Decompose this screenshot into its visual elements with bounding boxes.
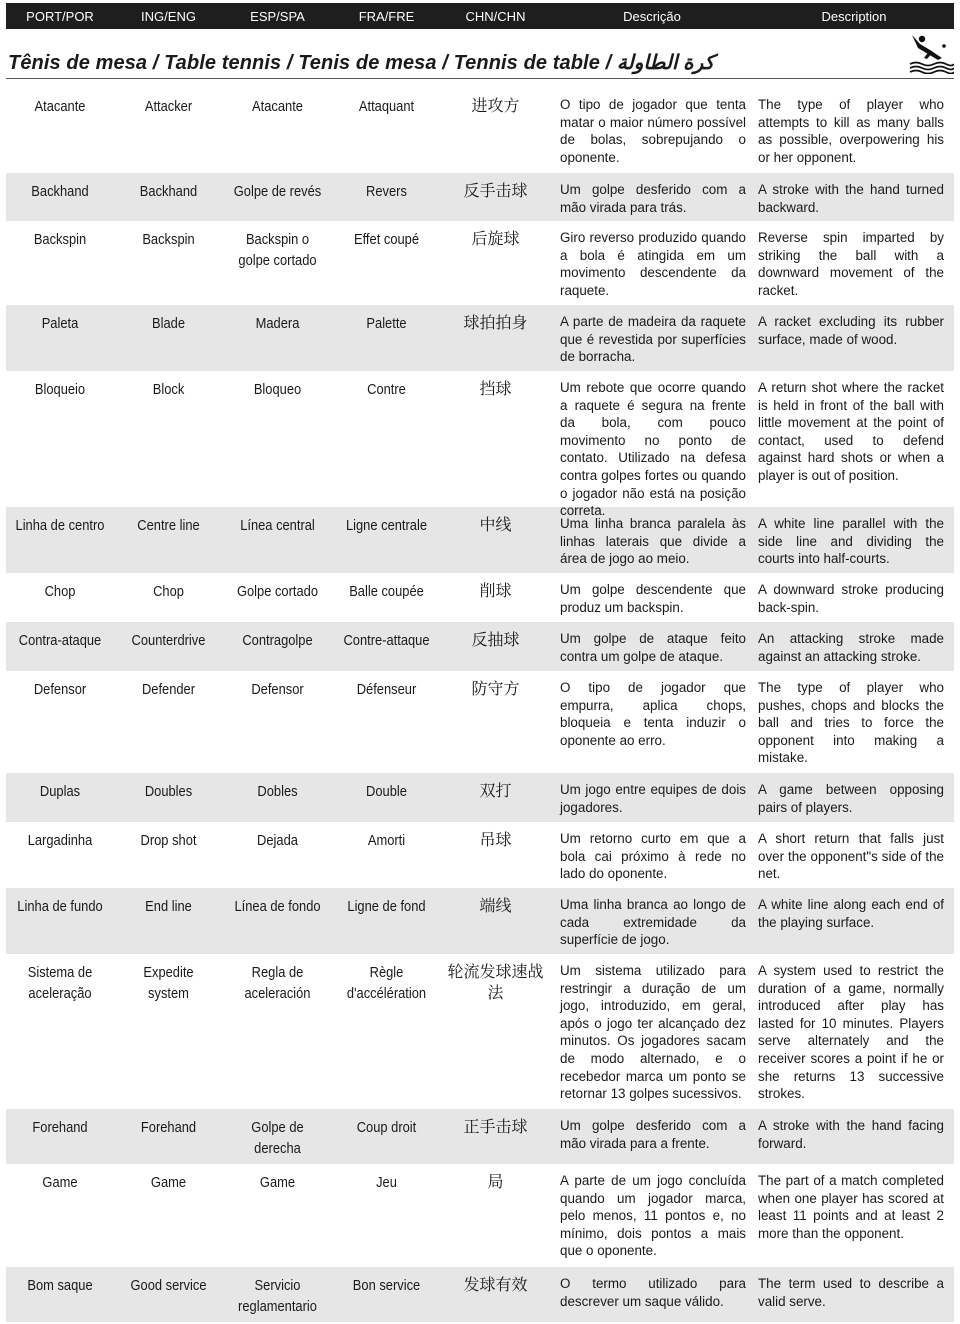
term-por: Chop [44, 583, 76, 600]
term-fra: Contre-attaque [343, 632, 430, 649]
term-chn: 后旋球 [471, 229, 520, 248]
description-en: An attacking stroke made against an attacking stroke. [758, 631, 944, 664]
description-pt: A parte de um jogo concluída quando um jogador marca, pelo menos, 11 pontos e, no mínimo, dois pontos a mais que o oponente. [560, 1173, 746, 1259]
term-por: Backhand [31, 183, 89, 200]
description-pt: Um jogo entre equipes de dois jogadores. [560, 782, 746, 815]
term-esp: Dejada [257, 832, 298, 849]
term-esp: Backspin o golpe cortado [238, 231, 317, 269]
term-fra: Revers [366, 183, 407, 200]
term-chn: 轮流发球速战法 [447, 962, 544, 1002]
term-eng: Drop shot [140, 832, 197, 849]
description-pt: Um golpe descendente que produz um backspin. [560, 582, 746, 615]
description-en: A game between opposing pairs of players. [758, 782, 944, 815]
table-row [6, 622, 954, 671]
description-pt: Um golpe de ataque feito contra um golpe de ataque. [560, 631, 746, 664]
term-esp: Defensor [251, 681, 304, 698]
table-row [6, 1267, 954, 1322]
term-fra: Bon service [352, 1277, 421, 1294]
term-eng: Defender [141, 681, 196, 698]
term-eng: Attacker [144, 98, 193, 115]
term-chn: 反抽球 [471, 630, 520, 649]
term-fra: Double [366, 783, 407, 800]
description-pt: O tipo de jogador que tenta matar o maior número possível de bolas, sobrepujando o oponente. [560, 97, 746, 165]
description-en: The term used to describe a valid serve. [758, 1276, 944, 1309]
header-por: PORT/POR [26, 8, 94, 24]
term-esp: Golpe de revés [233, 183, 322, 200]
term-chn: 进攻方 [471, 96, 520, 115]
term-fra: Ligne centrale [345, 517, 428, 534]
table-row [6, 954, 954, 1109]
term-chn: 双打 [479, 781, 512, 800]
glossary-table [6, 88, 954, 1322]
description-pt: Um retorno curto em que a bola cai próximo à rede no lado do oponente. [560, 831, 746, 882]
term-chn: 局 [487, 1172, 504, 1191]
term-eng: Blade [151, 315, 186, 332]
term-por: Linha de centro [15, 517, 105, 534]
term-fra: Palette [366, 315, 407, 332]
term-por: Largadinha [27, 832, 93, 849]
description-en: The type of player who attempts to kill as many balls as possible, overpowering his or her opponent. [758, 97, 944, 165]
table-row [6, 573, 954, 622]
term-por: Defensor [33, 681, 87, 698]
term-por: Game [42, 1174, 78, 1191]
table-row [6, 888, 954, 954]
term-por: Bloqueio [34, 381, 86, 398]
description-en: The type of player who pushes, chops and blocks the ball and tries to force the opponent into making a mistake. [758, 680, 944, 766]
description-en: A system used to restrict the duration of a game, normally introduced after play has lasted for 10 minutes. Players serve alternately and the receiver scores a point if he or she returns 13 successive strokes. [758, 963, 944, 1102]
term-chn: 削球 [479, 581, 512, 600]
term-eng: Chop [153, 583, 184, 600]
term-eng: Forehand [140, 1119, 197, 1136]
description-pt: O termo utilizado para descrever um saque válido. [560, 1276, 746, 1309]
term-chn: 吊球 [479, 830, 512, 849]
term-esp: Game [259, 1174, 296, 1191]
term-por: Paleta [41, 315, 79, 332]
term-fra: Effet coupé [353, 231, 420, 248]
description-en: Reverse spin imparted by striking the ball with a downward movement of the racket. [758, 230, 944, 298]
table-row [6, 88, 954, 173]
table-row [6, 507, 954, 573]
description-pt: A parte de madeira da raquete que é revestida por superfícies de borracha. [560, 314, 746, 365]
term-fra: Jeu [376, 1174, 397, 1191]
description-pt: Uma linha branca paralela às linhas laterais que divide a área de jogo ao meio. [560, 516, 746, 567]
table-row [6, 773, 954, 822]
description-en: The part of a match completed when one player has scored at least 11 points and at least 2 more than the opponent. [758, 1173, 944, 1241]
term-esp: Contragolpe [242, 632, 313, 649]
term-por: Backspin [33, 231, 87, 248]
term-chn: 正手击球 [463, 1117, 528, 1136]
term-fra: Règle d'accélération [346, 964, 427, 1002]
description-en: A racket excluding its rubber surface, made of wood. [758, 314, 944, 347]
term-por: Atacante [34, 98, 86, 115]
description-en: A white line along each end of the playing surface. [758, 897, 944, 930]
term-eng: Backspin [142, 231, 195, 248]
header-esp: ESP/SPA [250, 8, 305, 24]
table-row [6, 1164, 954, 1267]
term-fra: Amorti [367, 832, 406, 849]
column-header-bar [6, 3, 954, 29]
table-row [6, 822, 954, 888]
description-en: A return shot where the racket is held in front of the ball with little movement at the point of contact, used to defend against hard shots or when a player is out of position. [758, 380, 944, 483]
term-chn: 防守方 [471, 679, 520, 698]
term-esp: Madera [255, 315, 300, 332]
term-por: Bom saque [27, 1277, 93, 1294]
description-en: A stroke with the hand turned backward. [758, 182, 944, 215]
header-chn: CHN/CHN [465, 8, 526, 24]
term-eng: Block [152, 381, 185, 398]
section-title: Tênis de mesa / Table tennis / Tenis de mesa / Tennis de table / كرة الطاولة [8, 52, 715, 74]
term-eng: Doubles [144, 783, 193, 800]
description-pt: Giro reverso produzido quando a bola é atingida em um movimento descendente da raquete. [560, 230, 746, 298]
header-descricao: Descrição [623, 8, 681, 24]
term-esp: Golpe de derecha [251, 1119, 304, 1157]
term-esp: Golpe cortado [236, 583, 319, 600]
term-eng: End line [145, 898, 192, 915]
description-en: A short return that falls just over the opponent"s side of the net. [758, 831, 944, 882]
term-eng: Centre line [137, 517, 200, 534]
term-por: Sistema de aceleração [27, 964, 93, 1002]
table-row [6, 173, 954, 221]
term-fra: Contre [367, 381, 406, 398]
term-por: Forehand [32, 1119, 88, 1136]
term-por: Contra-ataque [18, 632, 102, 649]
description-en: A white line parallel with the side line and dividing the courts into half-courts. [758, 516, 944, 567]
description-pt: Um sistema utilizado para restringir a duração de um jogo, introduzido, em geral, após o jogo ter alcançado dez minutos. Os jogadores sacam de modo alternado, e o recebedor marca um ponto se retornar 13 golpes sucessivos. [560, 963, 746, 1102]
term-fra: Balle coupée [349, 583, 424, 600]
description-en: A downward stroke producing back-spin. [758, 582, 944, 615]
term-chn: 发球有效 [463, 1275, 528, 1294]
term-esp: Servicio reglamentario [238, 1277, 317, 1315]
term-fra: Défenseur [356, 681, 417, 698]
term-esp: Línea de fondo [234, 898, 321, 915]
table-tennis-pictogram-icon [908, 32, 954, 74]
term-chn: 端线 [479, 896, 512, 915]
description-en: A stroke with the hand facing forward. [758, 1118, 944, 1151]
term-fra: Attaquant [358, 98, 415, 115]
section-title-row [6, 40, 954, 79]
description-pt: O tipo de jogador que empurra, aplica chops, bloqueia e tenta induzir o oponente ao erro. [560, 680, 746, 748]
term-eng: Counterdrive [131, 632, 206, 649]
term-esp: Bloqueo [253, 381, 302, 398]
term-chn: 中线 [479, 515, 512, 534]
description-pt: Um golpe desferido com a mão virada para a frente. [560, 1118, 746, 1151]
table-row [6, 371, 954, 519]
description-pt: Uma linha branca ao longo de cada extremidade da superfície de jogo. [560, 897, 746, 948]
description-pt: Um rebote que ocorre quando a raquete é segura na frente da bola, com pouco movimento no ponto de contato. Utilizado na defesa contra golpes fortes ou quando o jogador não está na posição correta. [560, 380, 746, 519]
description-pt: Um golpe desferido com a mão virada para trás. [560, 182, 746, 215]
term-chn: 反手击球 [463, 181, 528, 200]
table-row [6, 221, 954, 305]
table-row [6, 305, 954, 371]
term-esp: Línea central [240, 517, 315, 534]
term-fra: Coup droit [356, 1119, 417, 1136]
table-row [6, 1109, 954, 1164]
header-fra: FRA/FRE [358, 8, 415, 24]
term-eng: Backhand [139, 183, 198, 200]
header-eng: ING/ENG [141, 8, 196, 24]
term-esp: Regla de aceleración [244, 964, 311, 1002]
term-esp: Dobles [257, 783, 298, 800]
term-eng: Expedite system [143, 964, 194, 1002]
term-chn: 挡球 [479, 379, 512, 398]
term-esp: Atacante [252, 98, 303, 115]
term-chn: 球拍拍身 [463, 313, 528, 332]
term-por: Linha de fundo [17, 898, 103, 915]
term-eng: Good service [130, 1277, 207, 1294]
term-eng: Game [150, 1174, 187, 1191]
term-por: Duplas [39, 783, 81, 800]
term-fra: Ligne de fond [347, 898, 426, 915]
header-description: Description [821, 8, 887, 24]
table-row [6, 671, 954, 773]
